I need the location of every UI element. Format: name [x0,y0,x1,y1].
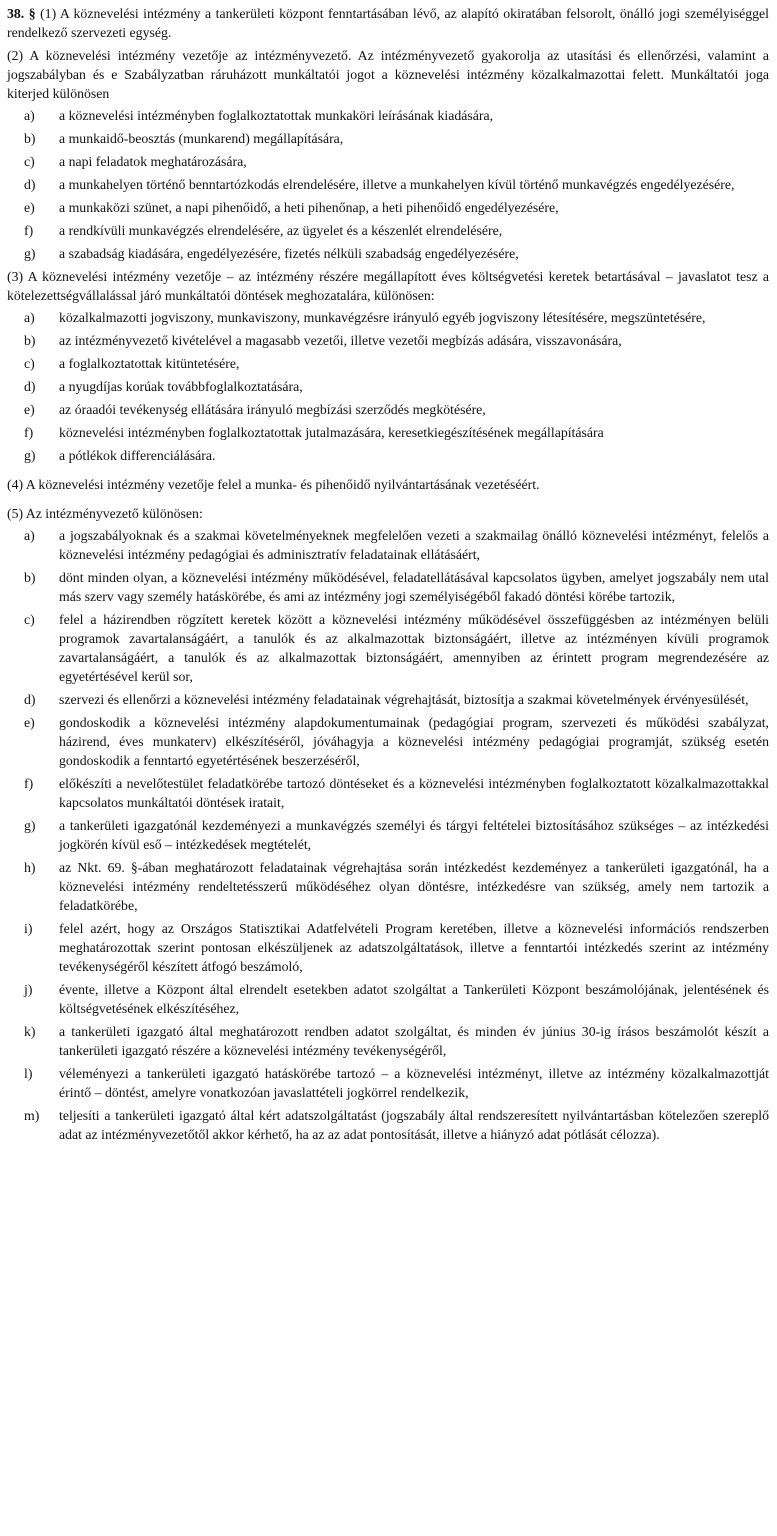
list-item-letter: d) [24,379,36,394]
list-item-text: a munkahelyen történő benntartózkodás elrendelésére, illetve a munkahelyen kívül történő munkavégzés engedélyezésére, [59,177,735,192]
list-item-letter: c) [24,612,35,627]
list-item-text: közalkalmazotti jogviszony, munkaviszony, munkavégzésre irányuló egyéb jogviszony létesítésére, megszüntetésére, [59,310,706,325]
list-item-text: a szabadság kiadására, engedélyezésére, fizetés nélküli szabadság engedélyezésére, [59,246,519,261]
list-item-letter: f) [24,425,34,440]
list-item [7,713,769,770]
list-item-letter: g) [24,818,36,833]
list-item-text: gondoskodik a köznevelési intézmény alapdokumentumainak (pedagógiai program, szervezeti és működési szabályzat, házirend, éves munkaterv) elkészítéséről, jóváhagyja a köznevelési intézmény pedagógiai programját, szükség esetén gondoskodik a fenntartó egyetértésének beszerzéséről, [59,715,769,768]
list-item-text: a pótlékok differenciálására. [59,448,216,463]
list-item-letter: e) [24,715,35,730]
list-item [7,1022,769,1060]
list-item [7,244,769,263]
list-item-letter: m) [24,1108,40,1123]
list-item-letter: j) [24,982,33,997]
paragraph-3-intro: (3) A köznevelési intézmény vezetője – az intézmény részére megállapított éves költségvetési keretek betartásával – javaslatot tesz a kötelezettségvállalással járó munkáltatói döntések meghozatalára, különösen: [7,269,769,303]
list-item-letter: g) [24,448,36,463]
list-item-letter: h) [24,860,36,875]
paragraph-2-intro: (2) A köznevelési intézmény vezetője az intézményvezető. Az intézményvezető gyakorolja az utasítási és ellenőrzési, valamint a jogszabályban és e Szabályzatban ráruházott munkáltatói jogot a köznevelési intézmény közalkalmazottai felett. Munkáltatói joga kiterjed különösen [7,48,769,101]
list-item [7,980,769,1018]
list-item [7,1064,769,1102]
list-item-letter: d) [24,692,36,707]
paragraph-4: (4) A köznevelési intézmény vezetője felel a munka- és pihenőidő nyilvántartásának vezetéséért. [7,477,540,492]
list-item-letter: f) [24,776,34,791]
list-item-letter: e) [24,200,35,215]
list-item [7,400,769,419]
list-item-letter: a) [24,108,35,123]
list-item-letter: b) [24,333,36,348]
list-item-letter: a) [24,528,35,543]
list-item-text: évente, illetve a Központ által elrendelt esetekben adatot szolgáltat a Tankerületi Központ beszámolójának, jelentésének és költségvetésének elkészítéséhez, [59,982,769,1016]
list-item-letter: c) [24,356,35,371]
list-item-letter: l) [24,1066,33,1081]
list-item [7,152,769,171]
list-item [7,774,769,812]
list-item-text: az Nkt. 69. §-ában meghatározott feladatainak végrehajtása során intézkedést kezdeményez a tankerületi igazgatónál, ha a köznevelési intézmény rendeltetésszerű működéséhez olyan döntésre, intézkedésre van szükség, amely nem tartozik a feladatkörébe, [59,860,769,913]
paragraph-3-list [7,308,769,465]
list-item [7,106,769,125]
list-item-text: a nyugdíjas korúak továbbfoglalkoztatására, [59,379,303,394]
list-item-text: a napi feladatok meghatározására, [59,154,247,169]
list-item-text: a foglalkoztatottak kitüntetésére, [59,356,240,371]
list-item [7,690,769,709]
list-item [7,423,769,442]
list-item [7,816,769,854]
list-item [7,331,769,350]
list-item-text: a munkaközi szünet, a napi pihenőidő, a heti pihenőnap, a heti pihenőidő engedélyezésére, [59,200,559,215]
document-page [7,4,769,1144]
list-item-text: az intézményvezető kivételével a magasabb vezetői, illetve vezetői megbízás adására, visszavonására, [59,333,622,348]
paragraph-5-intro: (5) Az intézményvezető különösen: [7,506,203,521]
list-item-text: felel a házirendben rögzített keretek között a köznevelési intézmény működésével összefüggésben az intézményen belüli programok zavartalanságáért, a tanulók és az alkalmazottak biztonságáért, illetve az intézményen kívüli programok zavartalanságáért, a tanulók és az alkalmazottak biztonságáért, amennyiben az érintett program megrendezésére az egyetértésével kerül sor, [59,612,769,684]
list-item-text: a rendkívüli munkavégzés elrendelésére, az ügyelet és a készenlét elrendelésére, [59,223,503,238]
list-item-letter: c) [24,154,35,169]
list-item-text: a munkaidő-beosztás (munkarend) megállapítására, [59,131,344,146]
list-item [7,919,769,976]
list-item-text: a jogszabályoknak és a szakmai követelményeknek megfelelően vezeti a szakmailag önálló köznevelési intézményt, felelős a köznevelési intézmény pedagógiai és adminisztratív feladatainak ellátásáért, [59,528,769,562]
list-item [7,198,769,217]
list-item [7,446,769,465]
list-item-text: felel azért, hogy az Országos Statisztikai Adatfelvételi Program keretében, illetve a köznevelési információs rendszerben meghatározottak szerint pontosan elkészüljenek az adatszolgáltatások, illetve a fenntartói intézkedés szerint az intézmény tevékenységéről készített átfogó beszámoló, [59,921,769,974]
list-item-letter: d) [24,177,36,192]
list-item-letter: a) [24,310,35,325]
list-item-letter: g) [24,246,36,261]
list-item-text: köznevelési intézményben foglalkoztatottak jutalmazására, keresetkiegészítésének megállapítására [59,425,604,440]
list-item [7,568,769,606]
list-item [7,1106,769,1144]
list-item [7,377,769,396]
list-item [7,526,769,564]
list-item [7,221,769,240]
list-item [7,308,769,327]
list-item-letter: b) [24,570,36,585]
list-item-letter: f) [24,223,34,238]
list-item-text: az óraadói tevékenység ellátására irányuló megbízási szerződés megkötésére, [59,402,486,417]
list-item-text: a tankerületi igazgatónál kezdeményezi a munkavégzés személyi és tárgyi feltételei biztosításához szükséges – az intézkedési jogkörén kívül eső – intézkedések megtételét, [59,818,769,852]
paragraph-2-list [7,106,769,263]
list-item-text: véleményezi a tankerületi igazgató hatáskörébe tartozó – a köznevelési intézményt, illetve az intézmény közalkalmazottját érintő – döntést, amelyre vonatkozóan javaslattételi jogkörrel rendelkezik, [59,1066,769,1100]
paragraph-1 [7,4,769,42]
list-item-text: a tankerületi igazgató által meghatározott rendben adatot szolgáltat, és minden év június 30-ig írásos beszámolót készít a tankerületi igazgató részére a köznevelési intézmény tevékenységéről, [59,1024,769,1058]
list-item-letter: e) [24,402,35,417]
list-item-letter: i) [24,921,33,936]
list-item-text: előkészíti a nevelőtestület feladatkörébe tartozó döntéseket és a köznevelési intézményben foglalkoztatott közalkalmazottakkal kapcsolatos munkáltatói döntések iratait, [59,776,769,810]
list-item [7,129,769,148]
list-item-letter: k) [24,1024,36,1039]
list-item [7,858,769,915]
list-item-text: szervezi és ellenőrzi a köznevelési intézmény feladatainak végrehajtását, biztosítja a szakmai követelmények érvényesülését, [59,692,749,707]
paragraph-1-text: (1) A köznevelési intézmény a tankerületi központ fenntartásában lévő, az alapító okiratában felsorolt, önálló jogi személyiséggel rendelkező szervezeti egység. [7,6,769,40]
list-item [7,354,769,373]
list-item [7,610,769,686]
list-item-letter: b) [24,131,36,146]
list-item-text: teljesíti a tankerületi igazgató által kért adatszolgáltatást (jogszabály által rendszeresített nyilvántartásban kötelezően szereplő adat az intézményvezetőtől akkor kérhető, ha az az adat pontosítását, illetve a hiányzó adat pótlását célozza). [59,1108,769,1142]
section-number: 38. § [7,6,36,21]
list-item [7,175,769,194]
paragraph-5-list [7,526,769,1144]
list-item-text: a köznevelési intézményben foglalkoztatottak munkaköri leírásának kiadására, [59,108,494,123]
list-item-text: dönt minden olyan, a köznevelési intézmény működésével, feladatellátásával kapcsolatos ügyben, amelyet jogszabály nem utal más szerv vagy személy hatáskörébe, és ami az intézmény jogi személyiségéből fakadó döntési körébe tartozik, [59,570,769,604]
